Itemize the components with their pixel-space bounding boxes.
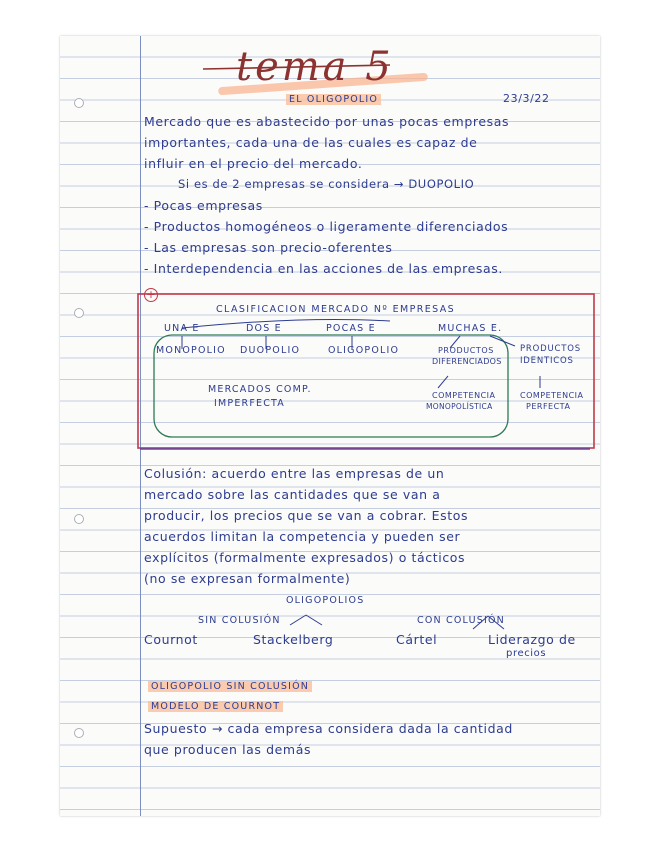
competition-type-label: MONOPOLÍSTICA: [426, 402, 493, 411]
product-type-label: DIFERENCIADOS: [432, 357, 502, 366]
tree-root: OLIGOPOLIOS: [286, 595, 365, 606]
page-title: tema 5: [236, 44, 394, 90]
plus-marker: +: [144, 288, 158, 302]
characteristic-item: - Interdependencia en las acciones de las empresas.: [144, 261, 503, 276]
tree-branch-sin: SIN COLUSIÓN: [198, 615, 281, 626]
market-monopolio: MONOPOLIO: [156, 345, 226, 356]
colusion-line: acuerdos limitan la competencia y pueden ser: [144, 529, 461, 544]
market-oligopolio: OLIGOPOLIO: [328, 345, 400, 356]
product-type-label: IDENTICOS: [520, 356, 574, 366]
imperfect-label: IMPERFECTA: [214, 398, 285, 409]
date: 23/3/22: [503, 92, 550, 105]
competition-type-label: PERFECTA: [526, 402, 571, 411]
notebook-page: [60, 36, 600, 816]
topic-heading: EL OLIGOPOLIO: [286, 94, 381, 105]
competition-type-label: COMPETENCIA: [520, 391, 584, 400]
definition-line: importantes, cada una de las cuales es capaz de: [144, 135, 478, 150]
competition-type-label: COMPETENCIA: [432, 391, 496, 400]
tree-leaf: Cártel: [396, 632, 438, 647]
classification-outer-box: [138, 294, 594, 448]
tree-branch-con: CON COLUSIÓN: [417, 615, 505, 626]
cournot-model-title: MODELO DE COURNOT: [148, 701, 283, 712]
tree-left-branch-line: [290, 615, 306, 625]
colusion-line: (no se expresan formalmente): [144, 571, 351, 586]
tree-left-branch-line: [306, 615, 322, 625]
imperfect-label: MERCADOS COMP.: [208, 384, 312, 395]
definition-line: Mercado que es abastecido por unas pocas empresas: [144, 114, 510, 129]
arrow-diferenciados: [438, 376, 448, 388]
tree-leaf: precios: [506, 648, 547, 659]
tree-leaf: Cournot: [144, 632, 198, 647]
definition-line: influir en el precio del mercado.: [144, 156, 363, 171]
colusion-line: Colusión: acuerdo entre las empresas de un: [144, 466, 445, 481]
classification-header: CLASIFICACION MERCADO Nº EMPRESAS: [216, 304, 456, 315]
market-duopolio: DUOPOLIO: [240, 345, 301, 356]
category-muchas: MUCHAS E.: [438, 323, 503, 334]
product-type-label: PRODUCTOS: [438, 346, 494, 355]
duopolio-note: Si es de 2 empresas se considera → DUOPOLIO: [178, 177, 475, 191]
tree-leaf: Stackelberg: [253, 632, 334, 647]
characteristic-item: - Las empresas son precio-oferentes: [144, 240, 393, 255]
cournot-section-title: OLIGOPOLIO SIN COLUSIÓN: [148, 681, 312, 692]
arrow-muchas-right: [490, 336, 515, 346]
colusion-line: producir, los precios que se van a cobrar. Estos: [144, 508, 469, 523]
supuesto-line: Supuesto → cada empresa considera dada la cantidad: [144, 721, 513, 736]
characteristic-item: - Productos homogéneos o ligeramente diferenciados: [144, 219, 509, 234]
hand-drawn-marks: [60, 36, 600, 816]
supuesto-line: que producen las demás: [144, 742, 312, 757]
tree-leaf: Liderazgo de: [488, 632, 576, 647]
product-type-label: PRODUCTOS: [520, 344, 581, 354]
category-una: UNA E: [164, 323, 200, 334]
colusion-line: mercado sobre las cantidades que se van a: [144, 487, 441, 502]
characteristic-item: - Pocas empresas: [144, 198, 263, 213]
category-dos: DOS E: [246, 323, 282, 334]
category-pocas: POCAS E: [326, 323, 376, 334]
colusion-line: explícitos (formalmente expresados) o tácticos: [144, 550, 466, 565]
